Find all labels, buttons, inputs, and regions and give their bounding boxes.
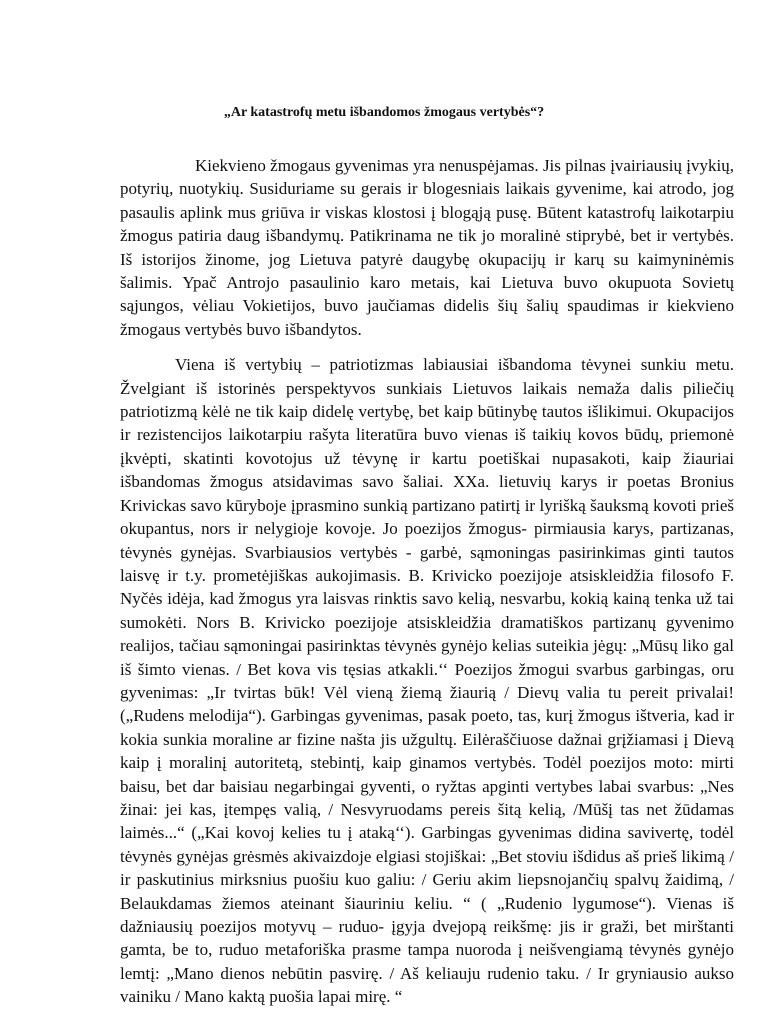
paragraph-1: Kiekvieno žmogaus gyvenimas yra nenuspėjamas. Jis pilnas įvairiausių įvykių, potyrių, nuotykių. Susiduriame su gerais ir blogesniais laikais gyvenime, kai atrodo, jog pasaulis aplink mus griūva ir viskas klostosi į blogąją pusę. Būtent katastrofų laikotarpiu žmogus patiria daug išbandymų. Patikrinama ne tik jo moralinė stiprybė, bet ir vertybės. Iš istorijos žinome, jog Lietuva patyrė daugybę okupacijų ir karų su kaimyninėmis šalimis. Ypač Antrojo pasaulinio karo metais, kai Lietuva buvo okupuota Sovietų sąjungos, vėliau Vokietijos, buvo jaučiamas didelis šių šalių spaudimas ir kiekvieno žmogaus vertybės buvo išbandytos.	[120, 156, 734, 339]
paragraph-2: Viena iš vertybių – patriotizmas labiausiai išbandoma tėvynei sunkiu metu. Žvelgiant iš istorinės perspektyvos sunkiais Lietuvos laikais nemaža dalis piliečių patriotizmą kėlė ne tik kaip didelę vertybę, bet kaip būtinybę tautos išlikimui. Okupacijos ir rezistencijos laikotarpiu rašyta literatūra buvo vienas iš taikių kovos būdų, priemonė įkvėpti, skatinti kovotojus už tėvynę ir kartu poetiškai nupasakoti, kaip žiauriai išbandomas žmogus atsidavimas savo šaliai. XXa. lietuvių karys ir poetas Bronius Krivickas savo kūryboje įprasmino sunkią partizano patirtį ir lyrišką šauksmą kovoti prieš okupantus, nors ir nelygioje kovoje. Jo poezijos žmogus- pirmiausia karys, partizanas, tėvynės gynėjas. Svarbiausios vertybės - garbė, sąmoningas pasirinkimas ginti tautos laisvę ir t.y. prometėjiškas aukojimasis. B. Krivicko poezijoje atsiskleidžia filosofo F. Nyčės idėja, kad žmogus yra laisvas rinktis savo kelią, nesvarbu, kokią kainą tenka už tai sumokėti. Nors B. Krivicko poezijoje atsiskleidžia dramatiškos partizanų gyvenimo realijos, tačiau sąmoningai pasirinktas tėvynės gynėjo kelias suteikia jėgų: „Mūsų liko gal iš šimto vienas. / Bet kova vis tęsias atkakli.‘‘ Poezijos žmogui svarbus garbingas, oru gyvenimas: „Ir tvirtas būk! Vėl vieną žiemą žiaurią / Dievų valia tu pereit privalai! („Rudens melodija“). Garbingas gyvenimas, pasak poeto, tas, kurį žmogus ištveria, kad ir kokia sunkia moraline ar fizine našta jis užgultų. Eilėraščiuose dažnai grįžiamasi į Dievą kaip į moralinį autoritetą, stebintį, kaip ginamos vertybės. Todėl poezijos moto: mirti baisu, bet dar baisiau negarbingai gyventi, o ryžtas apginti vertybes labai svarbus: „Nes žinai: jei kas, įtempęs valią, / Nesvyruodams pereis šitą kelią, /Mūšį tas net žūdamas laimės...“ („Kai kovoj kelies tu į ataką‘‘). Garbingas gyvenimas didina savivertę, todėl tėvynės gynėjas grėsmės akivaizdoje elgiasi stojiškai: „Bet stoviu išdidus aš prieš likimą / ir paskutinius mirksnius puošiu kuo galiu: / Geriu akim liepsnojančių spalvų žaidimą, / Belaukdamas žiemos ateinant šiauriniu keliu. “ ( „Rudenio lygumose“). Vienas iš dažniausių poezijos motyvų – ruduo- įgyja dvejopą reikšmę: jis ir graži, bet mirštanti gamta, be to, ruduo metaforiška prasme tampa nuoroda į neišvengiamą tėvynės gynėjo lemtį: „Mano dienos nebūtin pasvirę. / Aš keliauju rudenio taku. / Ir gryniausio aukso vainiku / Mano kaktą puošia lapai mirę. “	[120, 355, 734, 1007]
essay-body	[120, 154, 734, 1009]
essay-title: „Ar katastrofų metu išbandomos žmogaus vertybės“?	[223, 105, 545, 120]
